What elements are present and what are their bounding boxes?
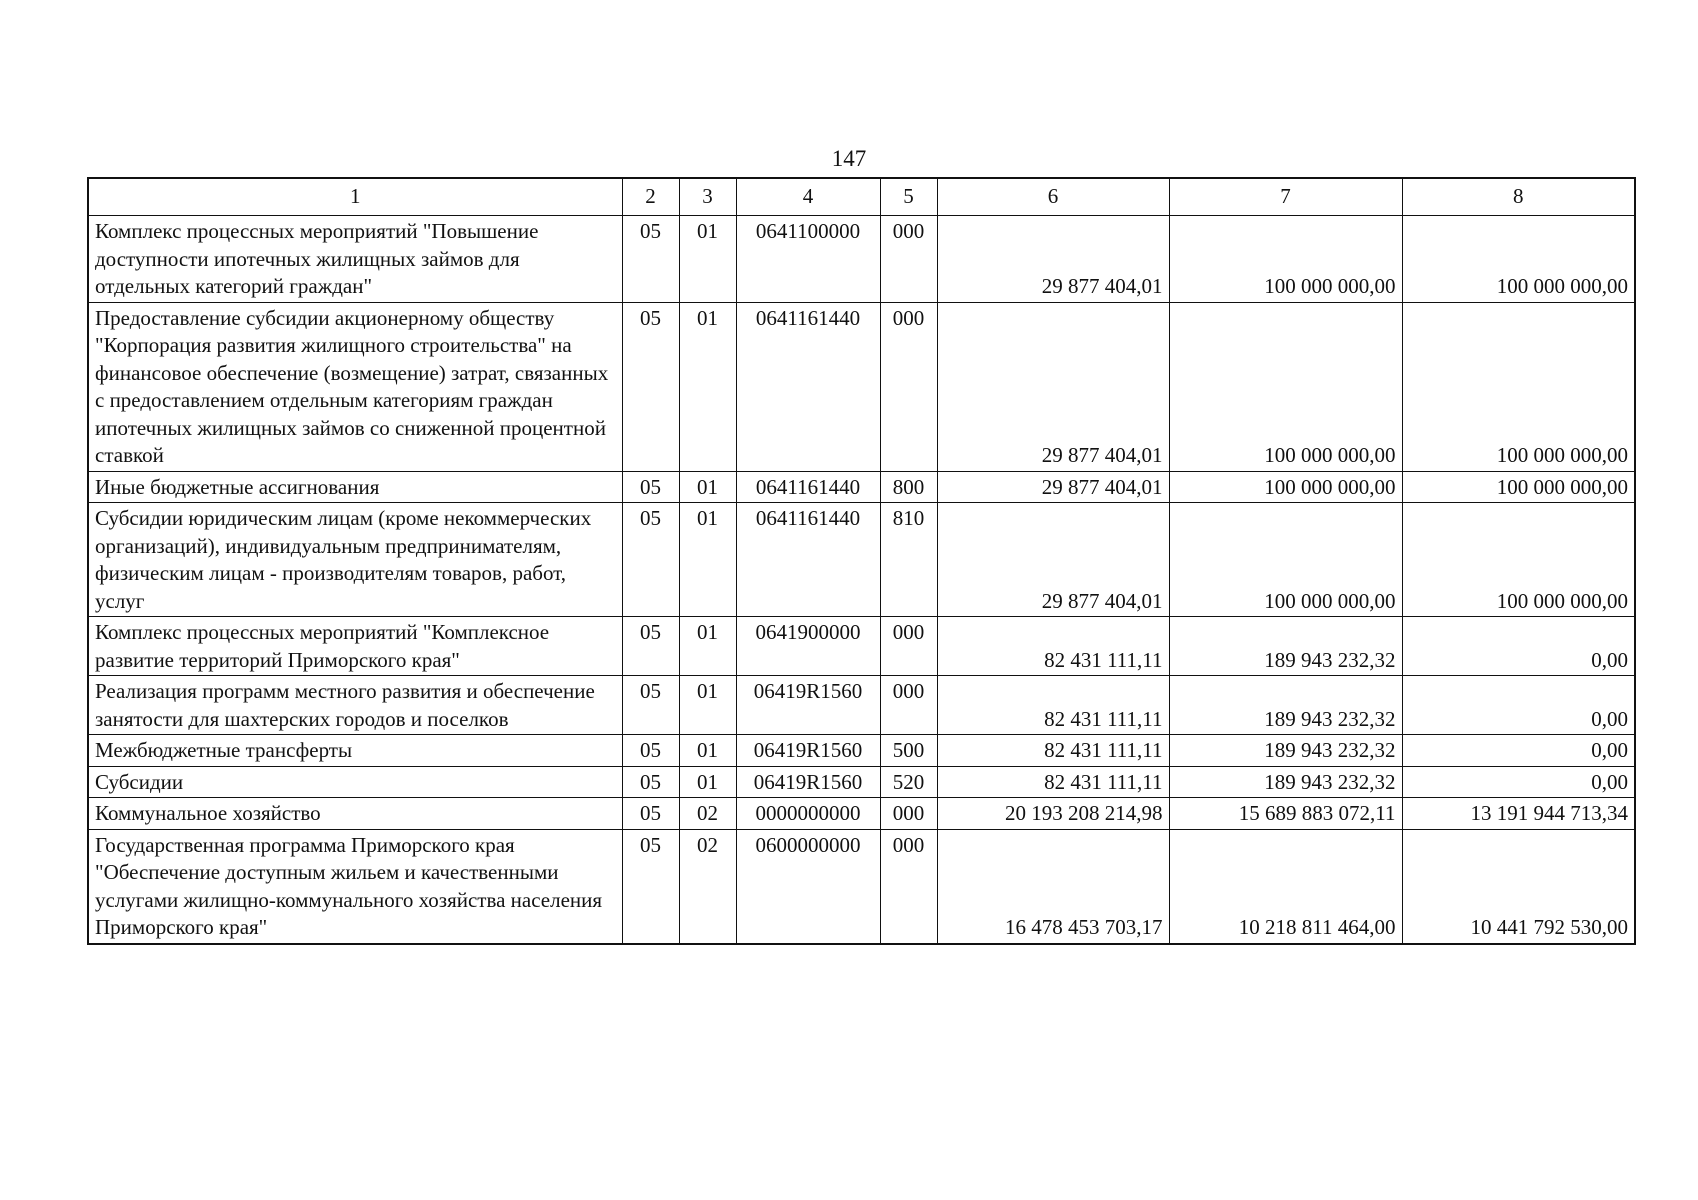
expense-type-code: 000 [880,829,937,944]
section-code: 05 [622,735,679,767]
subsection-code: 01 [679,216,736,303]
target-article-code: 0641900000 [736,617,880,676]
amount-year-2: 189 943 232,32 [1169,676,1402,735]
column-header: 2 [622,178,679,216]
expense-type-code: 500 [880,735,937,767]
amount-year-3: 100 000 000,00 [1402,471,1635,503]
amount-year-3: 13 191 944 713,34 [1402,798,1635,830]
table-row [88,503,1635,617]
amount-year-1: 29 877 404,01 [937,216,1169,303]
table-row [88,676,1635,735]
expense-type-code: 000 [880,617,937,676]
amount-year-2: 189 943 232,32 [1169,617,1402,676]
target-article-code: 0600000000 [736,829,880,944]
subsection-code: 01 [679,617,736,676]
table-row [88,216,1635,303]
amount-year-2: 15 689 883 072,11 [1169,798,1402,830]
item-name: Комплекс процессных мероприятий "Повышение доступности ипотечных жилищных займов для отдельных категорий граждан" [88,216,622,303]
item-name: Иные бюджетные ассигнования [88,471,622,503]
amount-year-3: 100 000 000,00 [1402,302,1635,471]
target-article-code: 06419R1560 [736,766,880,798]
item-name: Государственная программа Приморского края "Обеспечение доступным жильем и качественными услугами жилищно-коммунального хозяйства населения Приморского края" [88,829,622,944]
column-header: 1 [88,178,622,216]
amount-year-1: 29 877 404,01 [937,302,1169,471]
amount-year-1: 82 431 111,11 [937,617,1169,676]
subsection-code: 02 [679,798,736,830]
amount-year-2: 100 000 000,00 [1169,302,1402,471]
section-code: 05 [622,216,679,303]
target-article-code: 0641161440 [736,302,880,471]
section-code: 05 [622,798,679,830]
table-row [88,617,1635,676]
amount-year-3: 100 000 000,00 [1402,216,1635,303]
column-header: 4 [736,178,880,216]
amount-year-3: 10 441 792 530,00 [1402,829,1635,944]
amount-year-3: 100 000 000,00 [1402,503,1635,617]
item-name: Предоставление субсидии акционерному обществу "Корпорация развития жилищного строительства" на финансовое обеспечение (возмещение) затрат, связанных с предоставлением отдельным категориям граждан ипотечных жилищных займов со сниженной процентной ставкой [88,302,622,471]
amount-year-2: 100 000 000,00 [1169,216,1402,303]
amount-year-2: 10 218 811 464,00 [1169,829,1402,944]
amount-year-1: 16 478 453 703,17 [937,829,1169,944]
subsection-code: 02 [679,829,736,944]
expense-type-code: 800 [880,471,937,503]
section-code: 05 [622,829,679,944]
table-row [88,471,1635,503]
budget-table [87,177,1636,945]
amount-year-3: 0,00 [1402,766,1635,798]
subsection-code: 01 [679,735,736,767]
expense-type-code: 000 [880,302,937,471]
table-row [88,829,1635,944]
target-article-code: 0641100000 [736,216,880,303]
target-article-code: 06419R1560 [736,676,880,735]
item-name: Коммунальное хозяйство [88,798,622,830]
item-name: Субсидии юридическим лицам (кроме некоммерческих организаций), индивидуальным предпринимателям, физическим лицам - производителям товаров, работ, услуг [88,503,622,617]
section-code: 05 [622,676,679,735]
column-header: 3 [679,178,736,216]
expense-type-code: 000 [880,676,937,735]
amount-year-1: 82 431 111,11 [937,676,1169,735]
item-name: Межбюджетные трансферты [88,735,622,767]
target-article-code: 0641161440 [736,471,880,503]
subsection-code: 01 [679,766,736,798]
expense-type-code: 810 [880,503,937,617]
expense-type-code: 520 [880,766,937,798]
expense-type-code: 000 [880,798,937,830]
amount-year-2: 189 943 232,32 [1169,766,1402,798]
amount-year-2: 100 000 000,00 [1169,471,1402,503]
amount-year-2: 100 000 000,00 [1169,503,1402,617]
amount-year-3: 0,00 [1402,617,1635,676]
item-name: Субсидии [88,766,622,798]
column-number-row [88,178,1635,216]
section-code: 05 [622,471,679,503]
amount-year-3: 0,00 [1402,676,1635,735]
section-code: 05 [622,302,679,471]
table-body [88,178,1635,944]
expense-type-code: 000 [880,216,937,303]
amount-year-1: 82 431 111,11 [937,735,1169,767]
target-article-code: 06419R1560 [736,735,880,767]
target-article-code: 0641161440 [736,503,880,617]
amount-year-1: 20 193 208 214,98 [937,798,1169,830]
amount-year-1: 82 431 111,11 [937,766,1169,798]
amount-year-1: 29 877 404,01 [937,503,1169,617]
amount-year-1: 29 877 404,01 [937,471,1169,503]
column-header: 6 [937,178,1169,216]
column-header: 8 [1402,178,1635,216]
column-header: 5 [880,178,937,216]
section-code: 05 [622,617,679,676]
subsection-code: 01 [679,503,736,617]
item-name: Реализация программ местного развития и обеспечение занятости для шахтерских городов и поселков [88,676,622,735]
amount-year-2: 189 943 232,32 [1169,735,1402,767]
table-row [88,735,1635,767]
subsection-code: 01 [679,471,736,503]
page-number: 147 [831,146,867,171]
item-name: Комплекс процессных мероприятий "Комплексное развитие территорий Приморского края" [88,617,622,676]
subsection-code: 01 [679,302,736,471]
column-header: 7 [1169,178,1402,216]
amount-year-3: 0,00 [1402,735,1635,767]
section-code: 05 [622,766,679,798]
section-code: 05 [622,503,679,617]
table-row [88,766,1635,798]
subsection-code: 01 [679,676,736,735]
table-row [88,302,1635,471]
table-row [88,798,1635,830]
target-article-code: 0000000000 [736,798,880,830]
